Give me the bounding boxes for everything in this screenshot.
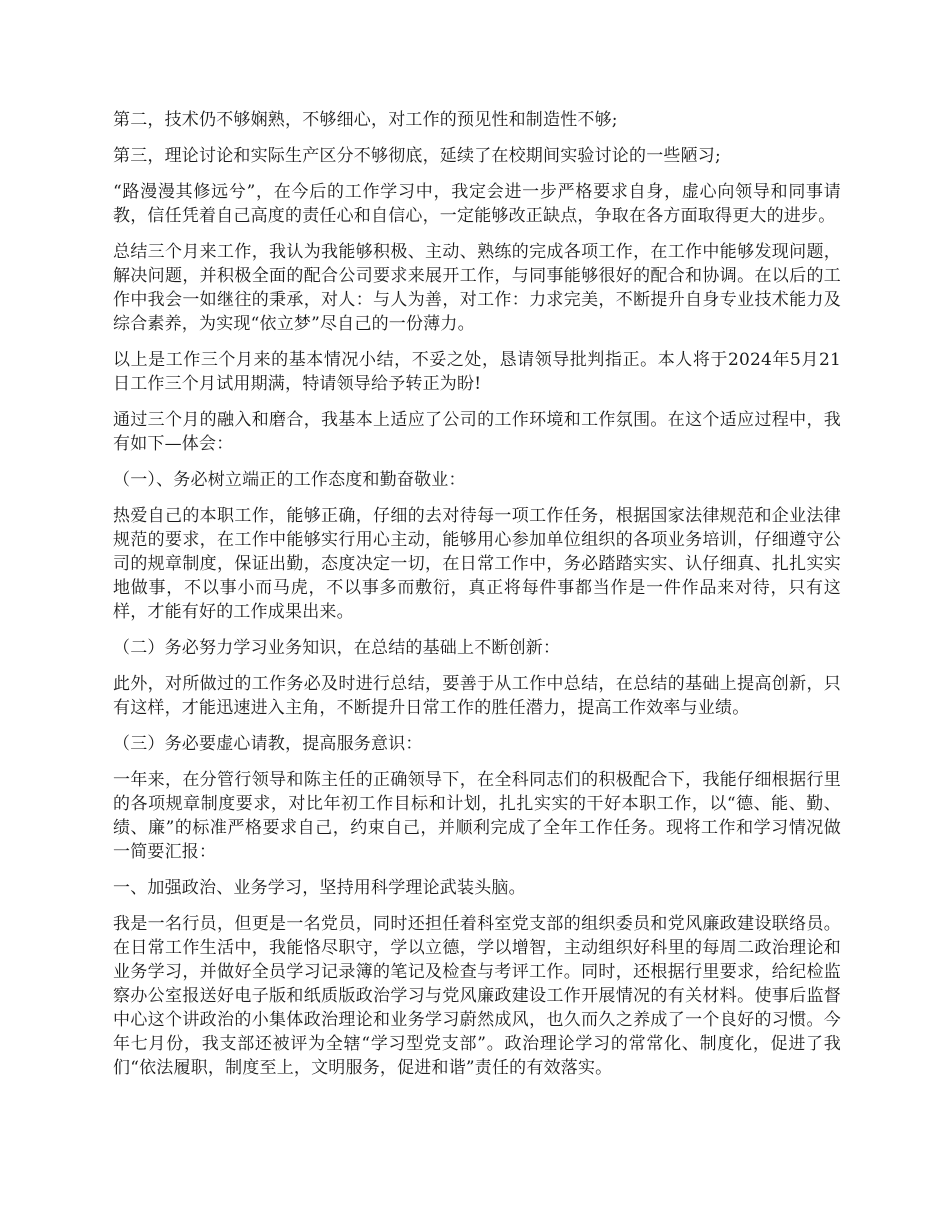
paragraph: “路漫漫其修远兮”，在今后的工作学习中，我定会进一步严格要求自身，虚心向领导和同事请教，信任凭着自己高度的责任心和自信心，一定能够改正缺点，争取在各方面取得更大的进步。 <box>113 182 841 226</box>
paragraph: 热爱自己的本职工作，能够正确，仔细的去对待每一项工作任务，根据国家法律规范和企业法律规范的要求，在工作中能够实行用心主动，能够用心参加单位组织的各项业务培训，仔细遵守公司的规章制度，保证出勤，态度决定一切，在日常工作中，务必踏踏实实、认仔细真、扎扎实实地做事，不以事小而马虎，不以事多而敷衍，真正将每件事都当作是一件作品来对待，只有这样，才能有好的工作成果出来。 <box>113 506 841 622</box>
paragraph: 我是一名行员，但更是一名党员，同时还担任着科室党支部的组织委员和党风廉政建设联络员。在日常工作生活中，我能恪尽职守，学以立德，学以增智，主动组织好科里的每周二政治理论和业务学习，并做好全员学习记录簿的笔记及检查与考评工作。同时，还根据行里要求，给纪检监察办公室报送好电子版和纸质版政治学习与党风廉政建设工作开展情况的有关材料。使事后监督中心这个讲政治的小集体政治理论和业务学习蔚然成风，也久而久之养成了一个良好的习惯。今年七月份，我支部还被评为全辖“学习型党支部”。政治理论学习的常常化、制度化，促进了我们“依法履职，制度至上，文明服务，促进和谐”责任的有效落实。 <box>113 914 841 1078</box>
paragraph: 第二，技术仍不够娴熟，不够细心，对工作的预见性和制造性不够; <box>113 110 618 130</box>
document-body <box>113 108 841 1092</box>
paragraph: 以上是工作三个月来的基本情况小结，不妥之处，恳请领导批判指正。本人将于2024年5月21日工作三个月试用期满，特请领导给予转正为盼! <box>113 350 841 394</box>
section-heading: （三）务必要虚心请教，提高服务意识： <box>113 734 423 754</box>
paragraph: 第三，理论讨论和实际生产区分不够彻底，延续了在校期间实验讨论的一些陋习; <box>113 146 721 166</box>
paragraph: 通过三个月的融入和磨合，我基本上适应了公司的工作环境和工作氛围。在这个适应过程中，我有如下—体会： <box>113 410 841 454</box>
section-heading: （二）务必努力学习业务知识，在总结的基础上不断创新： <box>113 638 561 658</box>
paragraph: 此外，对所做过的工作务必及时进行总结，要善于从工作中总结，在总结的基础上提高创新，只有这样，才能迅速进入主角，不断提升日常工作的胜任潜力，提高工作效率与业绩。 <box>113 674 841 718</box>
paragraph: 一年来，在分管行领导和陈主任的正确领导下，在全科同志们的积极配合下，我能仔细根据行里的各项规章制度要求，对比年初工作目标和计划，扎扎实实的干好本职工作，以“德、能、勤、绩、廉”的标准严格要求自己，约束自己，并顺利完成了全年工作任务。现将工作和学习情况做一简要汇报： <box>113 770 841 862</box>
paragraph: 总结三个月来工作，我认为我能够积极、主动、熟练的完成各项工作，在工作中能够发现问题，解决问题，并积极全面的配合公司要求来展开工作，与同事能够很好的配合和协调。在以后的工作中我会一如继往的秉承，对人：与人为善，对工作：力求完美，不断提升自身专业技术能力及综合素养，为实现“依立梦”尽自己的一份薄力。 <box>113 242 841 334</box>
section-heading: 一、加强政治、业务学习，坚持用科学理论武装头脑。 <box>113 878 526 898</box>
section-heading: （一）、务必树立端正的工作态度和勤奋敬业： <box>113 470 466 490</box>
